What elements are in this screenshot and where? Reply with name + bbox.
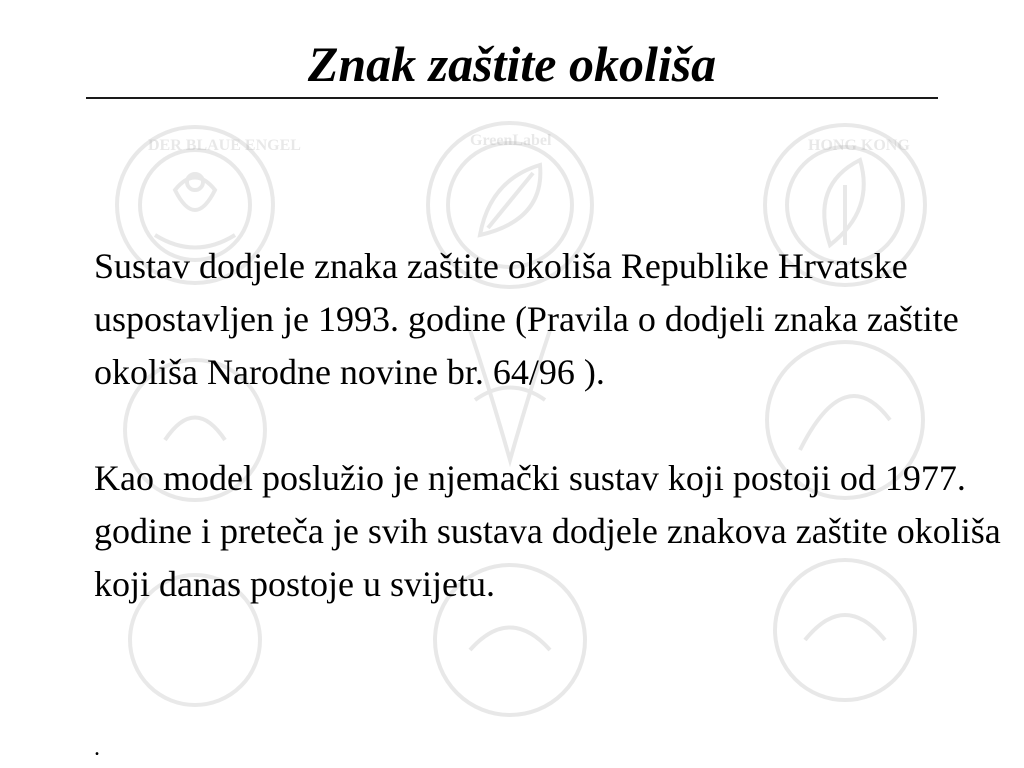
slide-body: [94, 240, 1009, 611]
title-divider: [86, 97, 938, 99]
trailing-mark: .: [94, 735, 100, 761]
paragraph-1: Sustav dodjele znaka zaštite okoliša Republike Hrvatske uspostavljen je 1993. godine (Pravila o dodjeli znaka zaštite okoliša Narodne novine br. 64/96 ).: [94, 246, 959, 392]
watermark-text-blue-angel: DER BLAUE ENGEL: [148, 137, 301, 154]
slide-title: Znak zaštite okoliša: [307, 36, 717, 92]
paragraph-2: Kao model poslužio je njemački sustav koji postoji od 1977. godine i preteča je svih sustava dodjele znakova zaštite okoliša koji danas postoje u svijetu.: [94, 458, 1001, 604]
watermark-text-hong-kong: HONG KONG: [808, 137, 910, 154]
watermark-text-green-label: GreenLabel: [470, 132, 552, 149]
